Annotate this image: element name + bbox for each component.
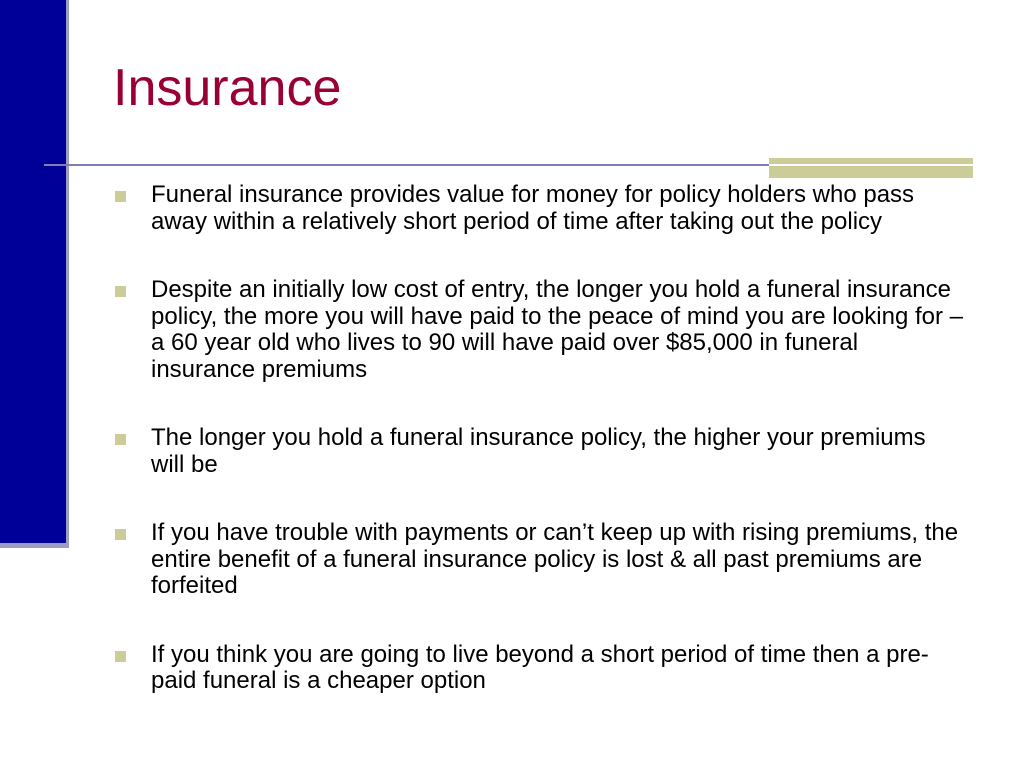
bullet-text: Funeral insurance provides value for money for policy holders who pass away within a relatively short period of time after taking out the policy — [151, 181, 915, 235]
bullet-text: If you think you are going to live beyond a short period of time then a pre-paid funeral is a cheaper option — [151, 640, 929, 694]
square-bullet-icon — [115, 434, 126, 445]
bullet-text: If you have trouble with payments or can’t keep up with rising premiums, the entire benefit of a funeral insurance policy is lost & all past premiums are forfeited — [151, 519, 959, 599]
bullet-list — [114, 182, 964, 737]
square-bullet-icon — [115, 286, 126, 297]
square-bullet-icon — [115, 651, 126, 662]
square-bullet-icon — [115, 191, 126, 202]
bullet-item — [114, 642, 964, 695]
bullet-item — [114, 425, 964, 478]
bullet-text: Despite an initially low cost of entry, the longer you hold a funeral insurance policy, the more you will have paid to the peace of mind you are looking for – a 60 year old who lives to 90 will have paid over $85,000 in funeral insurance premiums — [151, 276, 964, 383]
bullet-text: The longer you hold a funeral insurance policy, the higher your premiums will be — [151, 424, 926, 478]
accent-block-decoration — [769, 158, 973, 178]
title-divider — [44, 164, 769, 166]
side-bar-decoration — [0, 0, 66, 543]
side-bar-edge-decoration — [66, 0, 69, 548]
accent-line-decoration — [769, 164, 973, 166]
square-bullet-icon — [115, 529, 126, 540]
slide-title: Insurance — [113, 59, 342, 117]
bullet-item — [114, 520, 964, 600]
side-bar-shadow-decoration — [0, 543, 68, 548]
bullet-item — [114, 277, 964, 383]
bullet-item — [114, 182, 964, 235]
